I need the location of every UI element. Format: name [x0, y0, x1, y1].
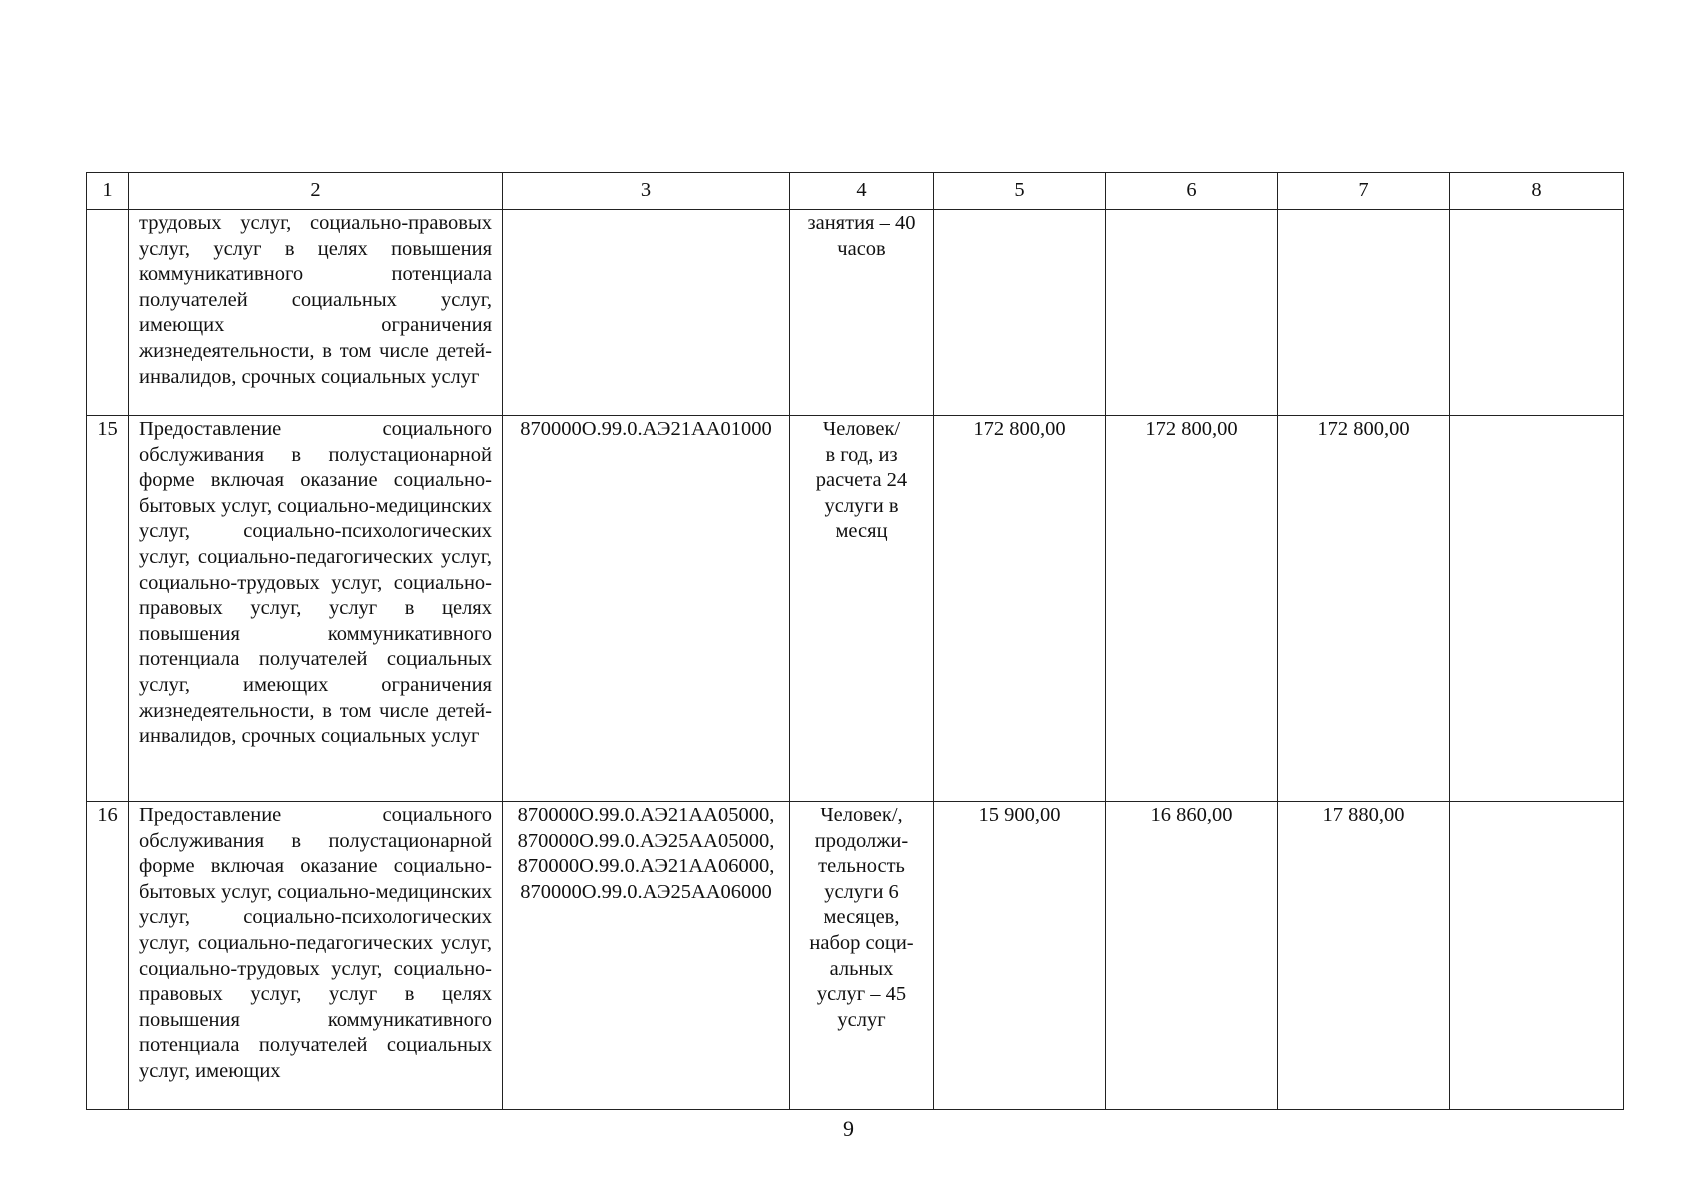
table-row [87, 210, 1624, 416]
header-cell-1: 1 [87, 173, 129, 210]
value-cell-7 [1278, 210, 1450, 416]
registry-code-cell: 870000О.99.0.АЭ21АА01000 [503, 416, 790, 802]
registry-code-cell: 870000О.99.0.АЭ21АА05000, 870000О.99.0.АЭ25АА05000, 870000О.99.0.АЭ21АА06000, 870000О.99.0.АЭ25АА06000 [503, 802, 790, 1110]
row-number-cell [87, 210, 129, 416]
table-row [87, 416, 1624, 802]
value-cell-7: 172 800,00 [1278, 416, 1450, 802]
row-number-cell: 15 [87, 416, 129, 802]
value-cell-6: 172 800,00 [1106, 416, 1278, 802]
header-cell-6: 6 [1106, 173, 1278, 210]
header-cell-7: 7 [1278, 173, 1450, 210]
header-cell-8: 8 [1450, 173, 1624, 210]
unit-cell: Человек/, продолжи- тельность услуги 6 месяцев, набор соци- альных услуг – 45 услуг [790, 802, 934, 1110]
page-number: 9 [843, 1116, 854, 1141]
value-cell-5: 172 800,00 [934, 416, 1106, 802]
unit-cell: занятия – 40 часов [790, 210, 934, 416]
header-cell-5: 5 [934, 173, 1106, 210]
header-cell-4: 4 [790, 173, 934, 210]
registry-code-cell [503, 210, 790, 416]
value-cell-6 [1106, 210, 1278, 416]
row-number-cell: 16 [87, 802, 129, 1110]
value-cell-8 [1450, 416, 1624, 802]
value-cell-8 [1450, 210, 1624, 416]
value-cell-8 [1450, 802, 1624, 1110]
unit-cell: Человек/ в год, из расчета 24 услуги в месяц [790, 416, 934, 802]
services-table [86, 172, 1624, 1110]
value-cell-7: 17 880,00 [1278, 802, 1450, 1110]
value-cell-6: 16 860,00 [1106, 802, 1278, 1110]
header-cell-2: 2 [129, 173, 503, 210]
service-description-cell: Предоставление социального обслуживания в полустационарной форме включая оказание социально-бытовых услуг, социально-медицинских услуг, социально-психологических услуг, социально-педагогических услуг, социально-трудовых услуг, социально-правовых услуг, услуг в целях повышения коммуникативного потенциала получателей социальных услуг, имеющих ограничения жизнедеятельности, в том числе детей-инвалидов, срочных социальных услуг [129, 416, 503, 802]
table-row [87, 802, 1624, 1110]
header-cell-3: 3 [503, 173, 790, 210]
service-description-cell: Предоставление социального обслуживания в полустационарной форме включая оказание социально-бытовых услуг, социально-медицинских услуг, социально-психологических услуг, социально-педагогических услуг, социально-трудовых услуг, социально-правовых услуг, услуг в целях повышения коммуникативного потенциала получателей социальных услуг, имеющих [129, 802, 503, 1110]
service-description-cell: трудовых услуг, социально-правовых услуг, услуг в целях повышения коммуникативного потенциала получателей социальных услуг, имеющих ограничения жизнедеятельности, в том числе детей-инвалидов, срочных социальных услуг [129, 210, 503, 416]
value-cell-5: 15 900,00 [934, 802, 1106, 1110]
header-row [87, 173, 1624, 210]
value-cell-5 [934, 210, 1106, 416]
